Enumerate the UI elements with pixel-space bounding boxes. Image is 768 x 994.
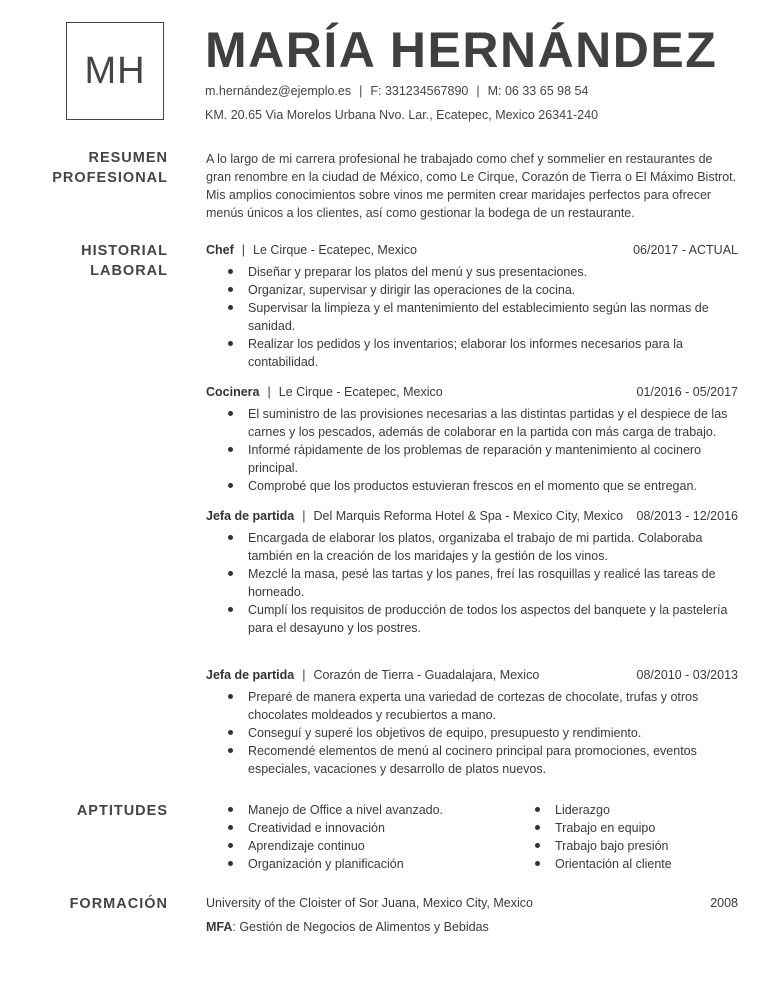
- job-bullet: Organizar, supervisar y dirigir las operaciones de la cocina.: [248, 281, 738, 299]
- job-entry: [206, 241, 738, 371]
- section-title-education: FORMACIÓN: [69, 896, 168, 912]
- job-bullets: [206, 405, 738, 495]
- job-bullet: Cumplí los requisitos de producción de todos los aspectos del banquete y la pastelería para el desayuno y los postres.: [248, 601, 738, 637]
- degree-abbr: MFA: [206, 920, 233, 934]
- job-place: Le Cirque - Ecatepec, Mexico: [253, 243, 417, 257]
- job-bullet: Recomendé elementos de menú al cocinero principal para promociones, eventos especiales, vacaciones y desarrollo de platos nuevos.: [248, 742, 738, 778]
- contact-line: [205, 84, 588, 98]
- skills-column-1: [206, 801, 513, 873]
- job-dates: 06/2017 - ACTUAL: [633, 243, 738, 257]
- job-bullet: Comprobé que los productos estuvieran frescos en el momento que se entregan.: [248, 477, 738, 495]
- skill-item: Organización y planificación: [248, 855, 513, 873]
- section-title-skills: APTITUDES: [76, 803, 168, 819]
- separator: |: [302, 668, 306, 682]
- job-dates: 01/2016 - 05/2017: [636, 385, 738, 399]
- job-title-line: [206, 241, 417, 259]
- job-role: Jefa de partida: [206, 668, 295, 682]
- summary-text: A lo largo de mi carrera profesional he trabajado como chef y sommelier en restaurantes de gran renombre en la ciudad de México, como Le Cirque, Corazón de Tierra o El Máximo Bistrot. Mis amplios conocimientos sobre vinos me permiten crear maridajes perfectos para ofrecer menús únicos a los clientes, así como gestionar la bodega de un restaurante.: [206, 152, 737, 220]
- degree-name: : Gestión de Negocios de Alimentos y Bebidas: [232, 920, 489, 934]
- skill-item: Trabajo bajo presión: [555, 837, 672, 855]
- skill-item: Liderazgo: [555, 801, 672, 819]
- job-bullet: Mezclé la masa, pesé las tartas y los panes, freí las rosquillas y realicé las tareas de horneado.: [248, 565, 738, 601]
- job-role: Chef: [206, 243, 234, 257]
- job-place: Le Cirque - Ecatepec, Mexico: [278, 385, 443, 399]
- job-bullet: Preparé de manera experta una variedad de cortezas de chocolate, trufas y otros chocolates moldeados y recubiertos a mano.: [248, 688, 738, 724]
- address: KM. 20.65 Via Morelos Urbana Nvo. Lar., Ecatepec, Mexico 26341-240: [205, 108, 599, 122]
- job-bullets: [206, 688, 738, 778]
- job-bullets: [206, 529, 738, 637]
- job-place: Corazón de Tierra - Guadalajara, Mexico: [313, 668, 540, 682]
- job-bullet: El suministro de las provisiones necesarias a las distintas partidas y el despiece de las carnes y los pescados, además de colaborar en la partida con más carga de trabajo.: [248, 405, 738, 441]
- skill-item: Creatividad e innovación: [248, 819, 513, 837]
- skill-item: Orientación al cliente: [555, 857, 672, 871]
- skills-column-2: [513, 801, 672, 873]
- separator: |: [267, 385, 271, 399]
- section-title-history: HISTORIAL LABORAL: [81, 243, 168, 279]
- separator: |: [302, 509, 306, 523]
- skill-item: Manejo de Office a nivel avanzado.: [248, 801, 513, 819]
- job-role: Cocinera: [206, 385, 260, 399]
- job-dates: 08/2013 - 12/2016: [636, 509, 738, 523]
- candidate-name: MARÍA HERNÁNDEZ: [205, 22, 718, 78]
- separator: |: [359, 84, 363, 98]
- job-bullet: Supervisar la limpieza y el mantenimiento del establecimiento según las normas de sanidad.: [248, 299, 738, 335]
- job-bullet: Informé rápidamente de los problemas de reparación y mantenimiento al cocinero principal.: [248, 441, 738, 477]
- email[interactable]: m.hernández@ejemplo.es: [205, 84, 352, 98]
- job-place: Del Marquis Reforma Hotel & Spa - Mexico City, Mexico: [313, 509, 624, 523]
- job-role: Jefa de partida: [206, 509, 295, 523]
- separator: |: [241, 243, 246, 257]
- monogram-logo: MH: [66, 22, 164, 120]
- section-title-summary: RESUMEN PROFESIONAL: [52, 150, 168, 186]
- job-bullet: Diseñar y preparar los platos del menú y sus presentaciones.: [248, 263, 738, 281]
- job-bullet: Realizar los pedidos y los inventarios; elaborar los informes necesarios para la contabilidad.: [248, 335, 738, 371]
- job-bullet: Encargada de elaborar los platos, organizaba el trabajo de mi partida. Colaboraba también en la creación de los maridajes y la gestión de los vinos.: [248, 529, 738, 565]
- job-entry: [206, 383, 738, 495]
- phone-mobile: M: 06 33 65 98 54: [487, 84, 589, 98]
- school: University of the Cloister of Sor Juana, Mexico City, Mexico: [206, 896, 533, 910]
- job-dates: 08/2010 - 03/2013: [636, 668, 738, 682]
- job-title-line: [206, 383, 443, 401]
- education-entry: [206, 894, 738, 936]
- phone-landline: F: 331234567890: [370, 84, 469, 98]
- job-entry: [206, 507, 738, 637]
- degree: [206, 918, 738, 936]
- skill-item: Aprendizaje continuo: [248, 837, 513, 855]
- separator: |: [476, 84, 480, 98]
- skill-item: Trabajo en equipo: [555, 819, 672, 837]
- job-title-line: [206, 507, 623, 525]
- graduation-year: 2008: [710, 896, 738, 910]
- job-entry: [206, 666, 738, 778]
- job-title-line: [206, 666, 539, 684]
- job-bullet: Conseguí y superé los objetivos de equipo, presupuesto y rendimiento.: [248, 724, 738, 742]
- job-bullets: [206, 263, 738, 371]
- skills-list: [206, 801, 738, 873]
